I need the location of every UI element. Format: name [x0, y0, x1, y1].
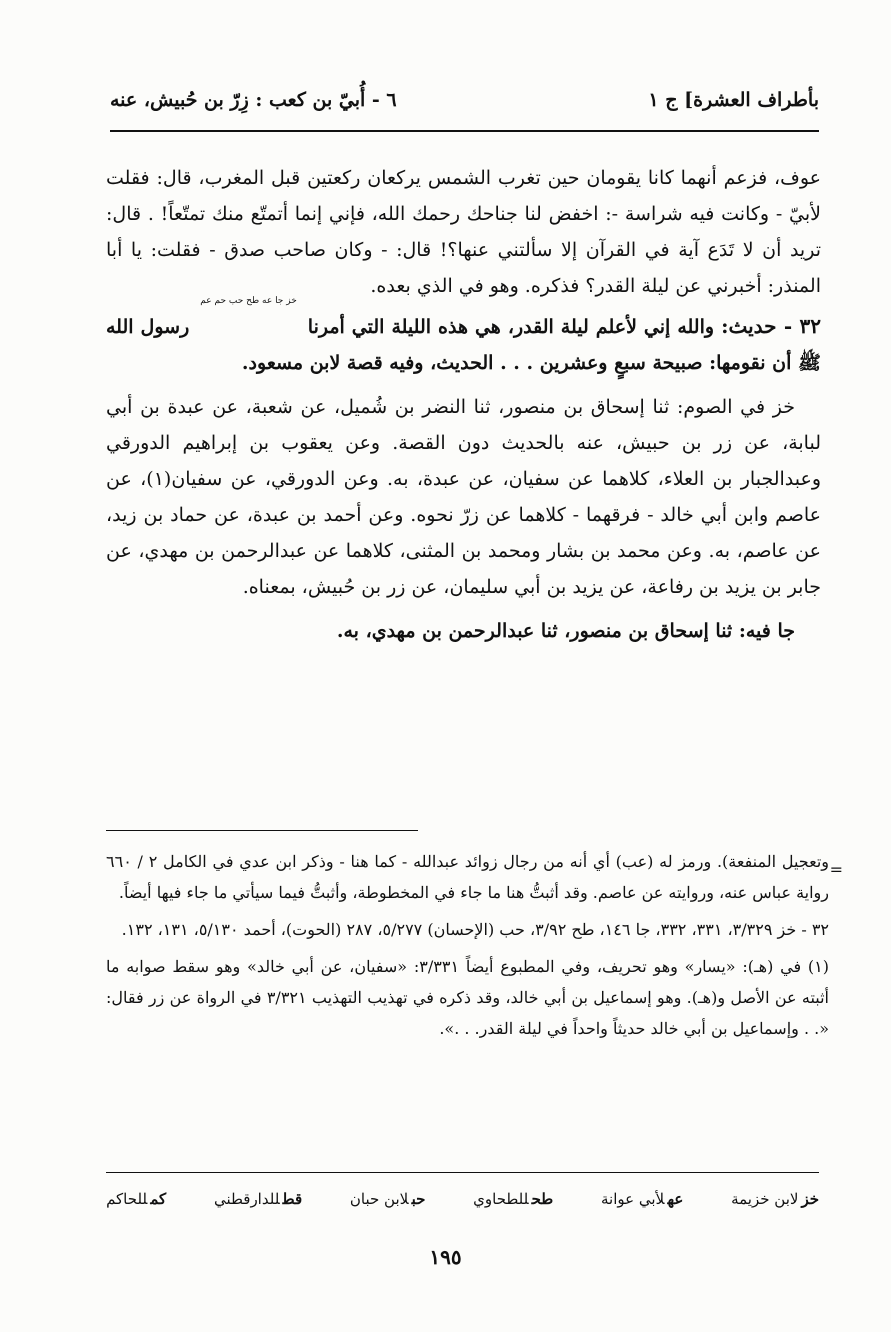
footnote-continuation-text: وتعجيل المنفعة). ورمز له (عب) أي أنه من رجال زوائد عبدالله - كما هنا - وذكر ابن عدي في الكامل ٢ / ٦٦٠ رواية عباس عنه، وروايته عن عاصم. وقد أثبتُّ هنا ما جاء في المخطوطة، وأثبتُّ فيما سيأتي ما جاء فيها أيضاً. — [106, 852, 830, 902]
footnote-divider — [106, 830, 418, 831]
abbreviation-legend — [106, 1190, 819, 1208]
legend-item: عهلأبي عوانة — [600, 1190, 684, 1208]
continuation-mark: = — [829, 860, 844, 879]
hadith-text-second: رسول الله ﷺ أن نقومها: صبيحة سبعٍ وعشرين . . . الحديث، وفيه قصة لابن مسعود. — [106, 316, 821, 374]
header-book-title: بأطراف العشرة] ج ١ — [648, 89, 819, 111]
legend-divider — [106, 1172, 819, 1173]
hadith-number: ٣٢ - حديث: — [721, 314, 822, 338]
hadith-entry — [106, 296, 822, 381]
running-header — [110, 80, 819, 120]
footnotes — [106, 846, 844, 1050]
legend-item: خزلابن خزيمة — [731, 1190, 819, 1208]
header-divider — [110, 130, 819, 132]
header-chapter-title: ٦ - أُبيّ بن كعب : زِرّ بن حُبيش، عنه — [110, 89, 397, 111]
legend-item: كمللحاكم — [106, 1190, 167, 1208]
legend-item: حبلابن حبان — [349, 1190, 426, 1208]
footnote-sources: ٣٢ - خز ٣/٣٢٩، ٣٣١، ٣٣٢، جا ١٤٦، طح ٣/٩٢، حب (الإحسان) ٥/٢٧٧، ٢٨٧ (الحوت)، أحمد ٥/١٣٠، ١٣١، ١٣٢. — [121, 920, 829, 939]
isnad-paragraph-khuz: خز في الصوم: ثنا إسحاق بن منصور، ثنا النضر بن شُميل، عن شعبة، عن عبدة بن أبي لبابة، عن زر بن حبيش، عنه بالحديث دون القصة. وعن يعقوب بن إبراهيم الدورقي وعبدالجبار بن العلاء، كلاهما عن سفيان، عن عبدة، به. وعن الدورقي، عن سفيان(١)، عن عاصم وابن أبي خالد - فرقهما - كلاهما عن زرّ نحوه. وعن أحمد بن عبدة، عن حماد بن زيد، عن عاصم، به. وعن محمد بن بشار ومحمد بن المثنى، كلاهما عن عبدالرحمن بن مهدي، عن جابر بن يزيد بن رفاعة، عن يزيد بن أبي سليمان، عن زر بن حُبيش، بمعناه. — [106, 396, 821, 598]
legend-item: قطللدارقطني — [213, 1190, 303, 1208]
intro-paragraph: عوف، فزعم أنهما كانا يقومان حين تغرب الشمس يركعان ركعتين قبل المغرب، قال: فقلت لأبيّ - وكانت فيه شراسة -: اخفض لنا جناحك رحمك الله، فإني إنما أتمتّع منك تمتّعاً! . قال: تريد أن لا تَدَع آية في القرآن إلا سألتني عنها؟! قال: - وكان صاحب صدق - فقلت: يا أبا المنذر: أخبرني عن ليلة القدر؟ فذكره. وهو في الذي بعده. — [106, 167, 821, 297]
source-sigla: خز جا عه طح حب حم عم — [200, 296, 297, 306]
isnad-paragraph-ja: جا فيه: ثنا إسحاق بن منصور، ثنا عبدالرحمن بن مهدي، به. — [336, 620, 795, 642]
page-number: ١٩٥ — [429, 1245, 462, 1269]
footnote-1: (١) في (هـ): «يسار» وهو تحريف، وفي المطبوع أيضاً ٣/٣٣١: «سفيان، عن أبي خالد» وهو سقط صوابه ما أثبته عن الأصل و(هـ). وهو إسماعيل بن أبي خالد، وقد ذكره في تهذيب التهذيب ٣/٣٢١ في الرواة عن زر فقال: «. . وإسماعيل بن أبي خالد حديثاً واحداً في ليلة القدر. . .». — [106, 957, 829, 1038]
footnote-continuation — [106, 846, 844, 908]
hadith-text-first: والله إني لأعلم ليلة القدر، هي هذه الليلة التي أمرنا — [307, 316, 715, 338]
legend-item: طحللطحاوي — [473, 1190, 554, 1208]
main-text — [106, 160, 821, 649]
